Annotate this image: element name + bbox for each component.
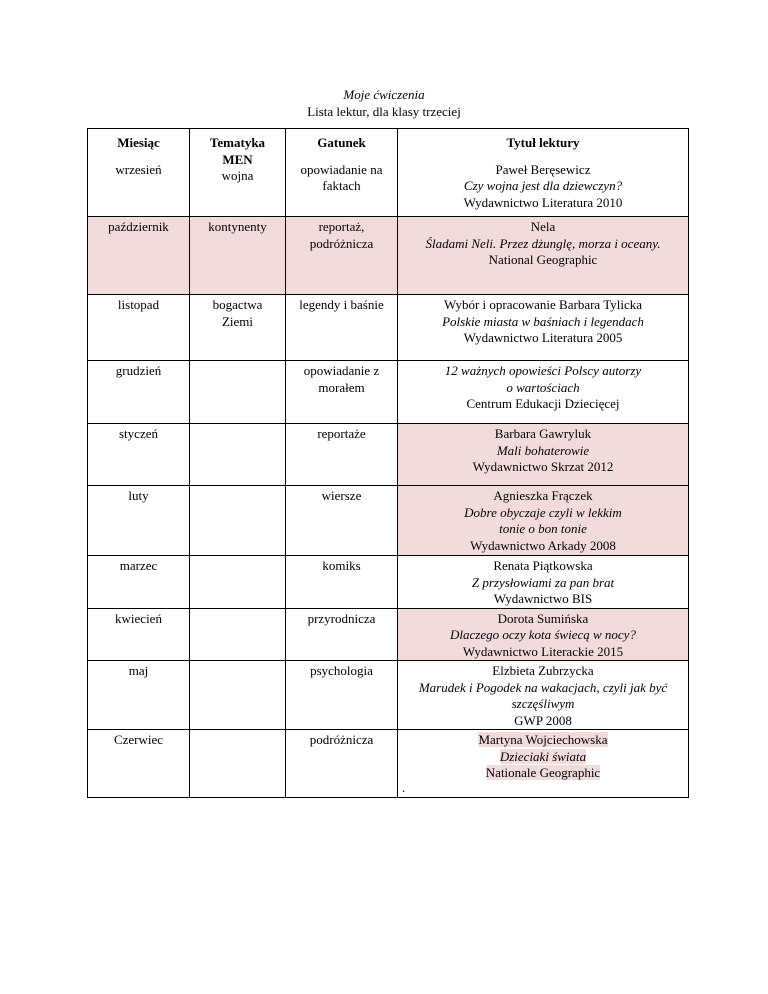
table-cell-topic (190, 424, 286, 486)
book-publisher: GWP 2008 (514, 712, 572, 728)
table-cell-title (398, 661, 689, 730)
table-cell-month: listopad (88, 295, 190, 361)
table-row (88, 217, 689, 295)
table-cell-title (398, 730, 689, 798)
book-publisher: Wydawnictwo Arkady 2008 (470, 537, 616, 553)
table-cell-genre: wiersze (286, 486, 398, 556)
column-header-topic: Tematyka MEN wojna (190, 129, 286, 217)
book-author: Barbara Gawryluk (494, 426, 592, 441)
table-row (88, 730, 689, 798)
table-cell-month: kwiecień (88, 608, 190, 661)
table-cell-topic (190, 661, 286, 730)
table-cell-month: luty (88, 486, 190, 556)
book-author: Elzbieta Zubrzycka (492, 663, 594, 678)
document-header (0, 86, 768, 120)
table-cell-genre: psychologia (286, 661, 398, 730)
table-row (88, 361, 689, 424)
table-cell-genre: opowiadanie z morałem (286, 361, 398, 424)
table-row (88, 556, 689, 609)
book-title: Dzieciaki świata (499, 748, 587, 764)
book-title: Marudek i Pogodek na wakacjach, czyli jak być szczęśliwym (418, 679, 668, 711)
table-cell-genre: reportaże (286, 424, 398, 486)
trailing-mark: . (402, 780, 406, 795)
table-cell-genre: komiks (286, 556, 398, 609)
table-cell-genre: reportaż, podróżnicza (286, 217, 398, 295)
table-cell-title (398, 608, 689, 661)
book-author: Agnieszka Frączek (493, 488, 593, 503)
table-cell-topic (190, 730, 286, 798)
book-author: Dorota Sumińska (497, 610, 589, 626)
column-header-title: Tytuł lektury Paweł Beręsewicz Czy wojna jest dla dziewczyn? Wydawnictwo Literatura 2010 (398, 129, 689, 217)
table-cell-title (398, 295, 689, 361)
book-author: Nela (530, 219, 556, 234)
table-cell-title (398, 424, 689, 486)
table-row (88, 608, 689, 661)
document-subtitle: Lista lektur, dla klasy trzeciej (307, 104, 461, 119)
table-row (88, 661, 689, 730)
book-author: Renata Piątkowska (493, 558, 593, 573)
book-title: Mali bohaterowie (496, 442, 590, 458)
table-cell-genre: opowiadanie na faktach (300, 161, 383, 193)
table-row (88, 295, 689, 361)
book-publisher: Wydawnictwo Skrzat 2012 (472, 459, 614, 474)
table-cell-genre: podróżnicza (286, 730, 398, 798)
book-title: Czy wojna jest dla dziewczyn? (463, 178, 623, 193)
book-author: Wybór i opracowanie Barbara Tylicka (443, 297, 643, 312)
book-publisher: National Geographic (488, 252, 598, 267)
book-title: Z przysłowiami za pan brat (471, 574, 615, 590)
book-title: 12 ważnych opowieści Polscy autorzy o wartościach (444, 363, 642, 395)
table-cell-month: październik (88, 217, 190, 295)
table-cell-topic (190, 556, 286, 609)
table-cell-title (398, 361, 689, 424)
table-cell-title (398, 217, 689, 295)
table-cell-topic: kontynenty (190, 217, 286, 295)
table-cell-month: Czerwiec (88, 730, 190, 798)
table-cell-month: wrzesień (115, 161, 162, 177)
table-cell-title (398, 556, 689, 609)
book-title: Dobre obyczaje czyli w lekkim tonie o bon tonie (464, 504, 622, 536)
book-author: Martyna Wojciechowska (478, 732, 608, 747)
book-publisher: Wydawnictwo Literatura 2010 (463, 194, 623, 210)
book-title: Śladami Neli. Przez dżunglę, morza i oceany. (425, 235, 661, 251)
reading-list-table (87, 128, 689, 798)
column-header-month: Miesiąc wrzesień (88, 129, 190, 217)
book-publisher: Nationale Geographic (485, 765, 601, 780)
table-cell-title (398, 486, 689, 556)
table-cell-month: maj (88, 661, 190, 730)
book-publisher: Wydawnictwo Literatura 2005 (463, 330, 623, 345)
table-cell-genre: legendy i baśnie (286, 295, 398, 361)
table-cell-topic (190, 608, 286, 661)
table-cell-month: grudzień (88, 361, 190, 424)
table-cell-topic (190, 361, 286, 424)
table-cell-month: marzec (88, 556, 190, 609)
book-publisher: Wydawnictwo Literackie 2015 (462, 643, 624, 659)
book-title: Dlaczego oczy kota świecą w nocy? (450, 627, 636, 642)
table-cell-month: styczeń (88, 424, 190, 486)
book-title: Polskie miasta w baśniach i legendach (442, 313, 644, 329)
table-cell-topic (190, 486, 286, 556)
book-author: Paweł Beręsewicz (495, 161, 591, 177)
table-cell-topic: wojna (221, 168, 254, 183)
column-header-genre: Gatunek opowiadanie na faktach (286, 129, 398, 217)
table-row (88, 486, 689, 556)
table-cell-genre: przyrodnicza (286, 608, 398, 661)
book-publisher: Wydawnictwo BIS (493, 591, 593, 606)
table-row (88, 424, 689, 486)
table-cell-topic: bogactwa Ziemi (190, 295, 286, 361)
book-publisher: Centrum Edukacji Dziecięcej (466, 396, 620, 411)
document-title: Moje ćwiczenia (343, 87, 425, 102)
